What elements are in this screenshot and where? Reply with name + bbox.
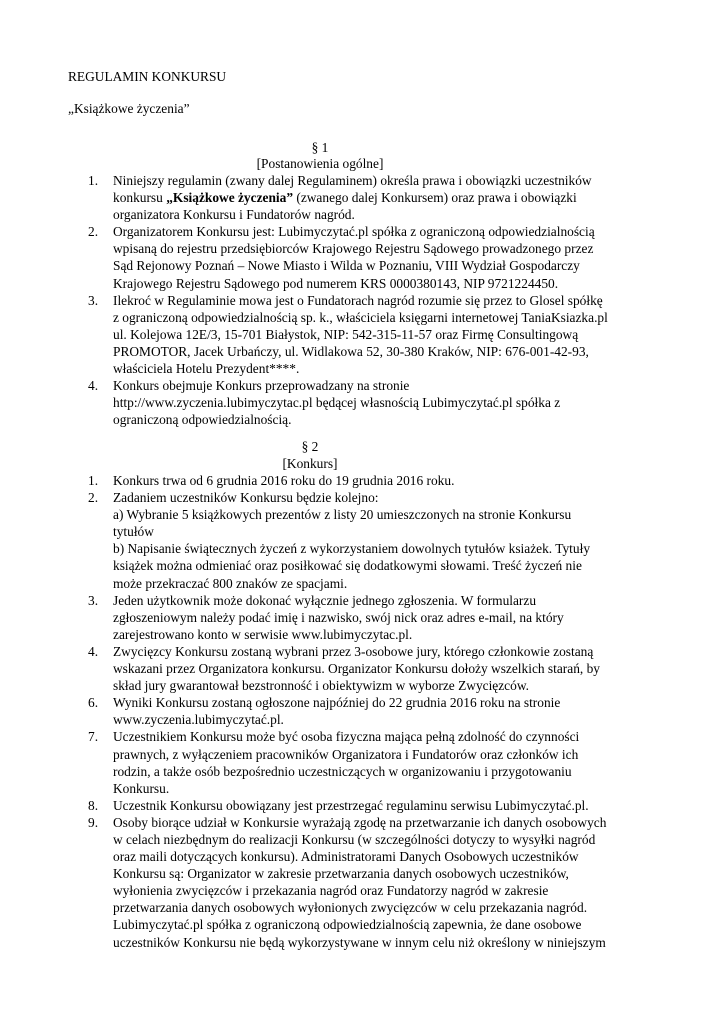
item-number: 2.	[88, 490, 99, 506]
item-number: 4.	[88, 378, 99, 394]
item-line: Zadaniem uczestników Konkursu będzie kolejno:	[113, 490, 379, 506]
item-line: Uczestnikiem Konkursu może być osoba fizyczna mająca pełną zdolność do czynności	[113, 729, 580, 745]
item-number: 3.	[88, 592, 99, 608]
item-line: www.zyczenia.lubimyczytać.pl.	[113, 712, 284, 728]
item-line: Osoby biorące udział w Konkursie wyrażają zgodę na przetwarzanie ich danych osobowych	[113, 814, 607, 830]
item-line: wyłonienia zwycięzców i przekazania nagród oraz Fundatorzy nagród w zakresie	[113, 883, 549, 899]
item-line: właściciela Hotelu Prezydent****.	[113, 361, 300, 377]
contest-name: „Książkowe życzenia”	[68, 101, 190, 116]
item-line: Krajowego Rejestru Sądowego pod numerem KRS 0000380143, NIP 9721224450.	[113, 275, 559, 291]
item-number: 4.	[88, 643, 99, 659]
item-line: Ilekroć w Regulaminie mowa jest o Fundatorach nagród rozumie się przez to Glosel spółkę	[113, 292, 603, 308]
section-2-heading: [Konkurs]	[282, 456, 338, 471]
item-line: ul. Kolejowa 12E/3, 15-701 Białystok, NIP: 542-315-11-57 oraz Firmę Consultingową	[113, 326, 579, 342]
item-line-part: (zwanego dalej Konkursem) oraz prawa i obowiązki	[293, 190, 577, 206]
list-item	[68, 728, 658, 796]
list-item	[68, 172, 658, 223]
list-item	[68, 223, 658, 291]
item-line: Uczestnik Konkursu obowiązany jest przestrzegać regulaminu serwisu Lubimyczytać.pl.	[113, 797, 589, 813]
item-number: 7.	[88, 729, 99, 745]
item-number: 1.	[88, 173, 99, 188]
item-line: Sąd Rejonowy Poznań – Nowe Miasto i Wilda w Poznaniu, VIII Wydział Gospodarczy	[113, 258, 580, 274]
item-line: tytułów	[113, 524, 154, 540]
section-2-number: § 2	[301, 439, 319, 454]
item-line: oraz maili dotyczących konkursu). Administratorami Danych Osobowych uczestników	[113, 849, 579, 865]
list-item	[68, 472, 658, 489]
list-item	[68, 814, 658, 951]
item-line: ograniczoną odpowiedzialnością.	[113, 412, 292, 428]
item-line: zgłoszeniowym należy podać imię i nazwisko, swój nick oraz adres e-mail, na który	[113, 609, 564, 625]
item-line: zarejestrowano konto w serwisie www.lubimyczytac.pl.	[113, 626, 413, 642]
item-line: Konkurs obejmuje Konkurs przeprowadzany na stronie	[113, 378, 410, 394]
item-line: z ograniczoną odpowiedzialnością sp. k., właściciela księgarni internetowej TaniaKsiazka.pl	[113, 309, 608, 325]
item-number: 8.	[88, 797, 99, 813]
list-item	[68, 643, 658, 694]
list-item	[68, 377, 658, 428]
item-line: Organizatorem Konkursu jest: Lubimyczytać.pl spółka z ograniczoną odpowiedzialnością	[113, 224, 595, 240]
item-line: uczestników Konkursu nie będą wykorzystywane w innym celu niż określony w niniejszym	[113, 934, 606, 950]
item-line: Jeden użytkownik może dokonać wyłącznie jednego zgłoszenia. W formularzu	[113, 592, 537, 608]
item-line: Konkurs trwa od 6 grudnia 2016 roku do 19 grudnia 2016 roku.	[113, 473, 455, 488]
item-line: książek można odmieniać oraz posiłkować się dodatkowymi słowami. Treść życzeń nie	[113, 558, 582, 574]
item-number: 9.	[88, 814, 99, 830]
item-line: w celach niezbędnym do realizacji Konkursu (w szczególności dotyczy to wysyłki nagród	[113, 831, 596, 847]
section-1-number: § 1	[311, 140, 329, 155]
list-item	[68, 592, 658, 643]
item-line: wskazani przez Organizatora konkursu. Organizator Konkursu dołoży wszelkich starań, by	[113, 661, 600, 677]
item-line: rodzin, a także osób bezpośrednio uczestniczących w organizowaniu i przygotowaniu	[113, 763, 572, 779]
item-line: PROMOTOR, Jacek Urbańczy, ul. Widlakowa 52, 30-380 Kraków, NIP: 676-001-42-93,	[113, 343, 589, 359]
item-line	[113, 189, 658, 206]
item-number: 1.	[88, 473, 99, 488]
item-line: Konkursu są: Organizator w zakresie przetwarzania danych osobowych uczestników,	[113, 866, 569, 882]
item-number: 2.	[88, 224, 99, 240]
section-1-list	[68, 172, 658, 428]
item-line: Niniejszy regulamin (zwany dalej Regulaminem) określa prawa i obowiązki uczestników	[113, 173, 592, 188]
list-item	[68, 797, 658, 814]
section-1-heading: [Postanowienia ogólne]	[256, 156, 384, 171]
item-line: organizatora Konkursu i Fundatorów nagród.	[113, 207, 355, 223]
item-line-part: konkursu	[113, 190, 167, 206]
item-line: wpisaną do rejestru przedsiębiorców Krajowego Rejestru Sądowego prowadzonego przez	[113, 241, 594, 257]
item-number: 3.	[88, 292, 99, 308]
item-line: Zwycięzcy Konkursu zostaną wybrani przez 3-osobowe jury, którego członkowie zostaną	[113, 643, 594, 659]
item-line: Konkursu.	[113, 780, 170, 796]
item-line: może przekraczać 800 znaków ze spacjami.	[113, 575, 348, 591]
list-item	[68, 292, 658, 377]
item-line: http://www.zyczenia.lubimyczytac.pl będącej własnością Lubimyczytać.pl spółka z	[113, 395, 561, 411]
contest-name-bold: „Książkowe życzenia”	[166, 190, 294, 206]
list-item	[68, 489, 658, 592]
item-line: skład jury gwarantował bezstronność i obiektywizm w wyborze Zwycięzców.	[113, 678, 529, 694]
item-line: Lubimyczytać.pl spółka z ograniczoną odpowiedzialnością zapewnia, że dane osobowe	[113, 917, 582, 933]
item-line: prawnych, z wyłączeniem pracowników Organizatora i Fundatorów oraz członków ich	[113, 746, 579, 762]
item-number: 6.	[88, 695, 99, 711]
section-2-list	[68, 472, 658, 951]
item-line: a) Wybranie 5 książkowych prezentów z listy 20 umieszczonych na stronie Konkursu	[113, 507, 572, 523]
item-line: przetwarzania danych osobowych wyłonionych zwycięzców w celu przekazania nagród.	[113, 900, 588, 916]
item-line: b) Napisanie świątecznych życzeń z wykorzystaniem dowolnych tytułów ksiażek. Tytuły	[113, 541, 591, 557]
list-item	[68, 694, 658, 728]
item-line: Wyniki Konkursu zostaną ogłoszone najpóźniej do 22 grudnia 2016 roku na stronie	[113, 695, 561, 711]
document-title: REGULAMIN KONKURSU	[68, 69, 227, 84]
